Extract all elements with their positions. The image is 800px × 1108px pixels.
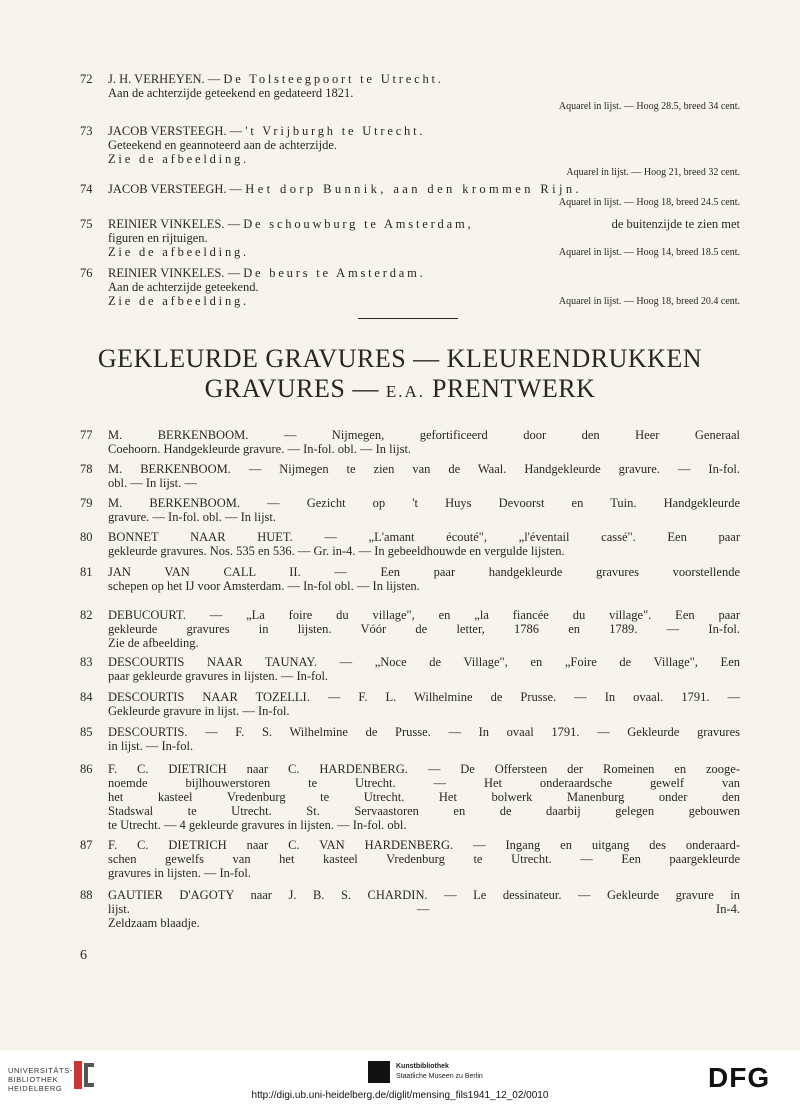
entry-line: DESCOURTIS. — F. S. Wilhelmine de Prusse. — In ovaal 1791. — Gekleurde gravures	[108, 725, 740, 739]
entry-line: schen gewelfs van het kasteel Vredenburg te Utrecht. — Een paargekleurde	[108, 852, 740, 866]
artist-name: JACOB VERSTEEGH.	[108, 182, 227, 196]
catalog-entry	[80, 124, 740, 180]
entry-title: Het dorp Bunnik, aan den krommen Rijn.	[245, 182, 583, 196]
dash: —	[229, 182, 243, 196]
heading-part: PRENTWERK	[432, 374, 596, 403]
heading-part: GRAVURES —	[204, 374, 379, 403]
entry-meta: Aquarel in lijst. — Hoog 18, breed 20.4 cent.	[558, 296, 740, 307]
entry-number: 81	[80, 565, 93, 579]
catalog-entry	[80, 266, 740, 309]
artist-name: REINIER VINKELES.	[108, 217, 225, 231]
illustration-note: Zie de afbeelding.	[108, 245, 249, 259]
entry-line: Zeldzaam blaadje.	[108, 916, 200, 930]
entry-line: obl. — In lijst. —	[108, 476, 197, 490]
entry-line: DESCOURTIS NAAR TOZELLI. — F. L. Wilhelmine de Prusse. — In ovaal. 1791. —	[108, 690, 740, 704]
entry-line: GAUTIER D'AGOTY naar J. B. S. CHARDIN. — Le dessinateur. — Gekleurde gravure in	[108, 888, 740, 902]
artist-name: J. H. VERHEYEN.	[108, 72, 205, 86]
entry-number: 72	[80, 72, 93, 86]
entry-number: 88	[80, 888, 93, 902]
section-heading-line-1: GEKLEURDE GRAVURES — KLEURENDRUKKEN	[97, 344, 703, 373]
entry-line: noemde bijlhouwerstoren te Utrecht. — Het onderaardsche gewelf van	[108, 776, 740, 790]
page-number: 6	[80, 948, 87, 963]
entry-meta: Aquarel in lijst. — Hoog 28.5, breed 34 cent.	[558, 101, 740, 112]
dash: —	[207, 72, 221, 86]
entry-line: gravure. — In-fol. obl. — In lijst.	[108, 510, 277, 524]
illustration-note: Zie de afbeelding.	[108, 294, 249, 308]
catalog-entry	[80, 655, 740, 683]
kunstbibliothek-label	[396, 1062, 483, 1082]
catalog-entry	[80, 565, 740, 593]
catalog-entry	[80, 217, 740, 260]
entry-title: De beurs te Amsterdam.	[243, 266, 426, 280]
ub-heidelberg-logo-icon	[72, 1059, 98, 1091]
entry-line: Stadswal te Utrecht. St. Servaastoren en de daarbij gelegen gebouwen	[108, 804, 740, 818]
catalog-entry	[80, 838, 740, 880]
entry-description: Geteekend en geannoteerd aan de achterzijde.	[108, 138, 338, 152]
entry-title: 't Vrijburgh te Utrecht.	[245, 124, 426, 138]
catalog-entry	[80, 72, 740, 114]
entry-number: 73	[80, 124, 93, 138]
entry-number: 80	[80, 530, 93, 544]
source-url[interactable]: http://digi.ub.uni-heidelberg.de/diglit/mensing_fils1941_12_02/0010	[251, 1090, 549, 1101]
entry-number: 78	[80, 462, 93, 476]
entry-title: De schouwburg te Amsterdam,	[243, 217, 474, 231]
entry-line: in lijst. — In-fol.	[108, 739, 194, 753]
ub-line: HEIDELBERG	[8, 1084, 63, 1093]
entry-number: 79	[80, 496, 93, 510]
kb-line: Staatliche Museen zu Berlin	[396, 1073, 483, 1080]
entry-line: te Utrecht. — 4 gekleurde gravures in lijsten. — In-fol. obl.	[108, 818, 407, 832]
heading-small-caps: E.A.	[385, 382, 426, 401]
entry-number: 76	[80, 266, 93, 280]
entry-number: 75	[80, 217, 93, 231]
dash: —	[229, 124, 243, 138]
catalog-entry	[80, 690, 740, 718]
entry-line: BONNET NAAR HUET. — „L'amant écouté", „l'éventail cassé". Een paar	[108, 530, 740, 544]
entry-line: M. BERKENBOOM. — Gezicht op 't Huys Devoorst en Tuin. Handgekleurde	[108, 496, 740, 510]
footer-bar	[0, 1050, 800, 1108]
catalog-entry	[80, 462, 740, 490]
entry-line: paar gekleurde gravures in lijsten. — In-fol.	[108, 669, 329, 683]
entry-meta: Aquarel in lijst. — Hoog 21, breed 32 cent.	[566, 167, 740, 178]
entry-line: M. BERKENBOOM. — Nijmegen, gefortificeerd door den Heer Generaal	[108, 428, 740, 442]
entry-number: 83	[80, 655, 93, 669]
section-heading-line-2	[0, 374, 800, 404]
entry-description: Aan de achterzijde geteekend.	[108, 280, 259, 294]
ub-line: BIBLIOTHEK	[8, 1075, 59, 1084]
entry-line: gravures in lijsten. — In-fol.	[108, 866, 252, 880]
ub-heidelberg-label	[8, 1066, 73, 1093]
catalog-entry	[80, 530, 740, 558]
entry-line: M. BERKENBOOM. — Nijmegen te zien van de Waal. Handgekleurde gravure. — In-fol.	[108, 462, 740, 476]
entry-line: Coehoorn. Handgekleurde gravure. — In-fol. obl. — In lijst.	[108, 442, 412, 456]
entry-description: Aan de achterzijde geteekend en gedateerd 1821.	[108, 86, 354, 100]
entry-line: Gekleurde gravure in lijst. — In-fol.	[108, 704, 290, 718]
artist-name: REINIER VINKELES.	[108, 266, 225, 280]
entry-description: figuren en rijtuigen.	[108, 231, 208, 245]
entry-line: DESCOURTIS NAAR TAUNAY. — „Noce de Village", en „Foire de Village", Een	[108, 655, 740, 669]
catalog-entry	[80, 762, 740, 832]
entry-line: lijst. — In-4.	[108, 902, 740, 916]
entry-line: F. C. DIETRICH naar C. HARDENBERG. — De Offersteen der Romeinen en zooge-	[108, 762, 740, 776]
dash: —	[227, 217, 241, 231]
entry-title-tail: de buitenzijde te zien met	[611, 217, 740, 231]
entry-number: 77	[80, 428, 93, 442]
entry-number: 85	[80, 725, 93, 739]
entry-number: 74	[80, 182, 93, 196]
artist-name: JACOB VERSTEEGH.	[108, 124, 227, 138]
entry-line: JAN VAN CALL II. — Een paar handgekleurde gravures voorstellende	[108, 565, 740, 579]
section-divider	[358, 318, 458, 319]
illustration-note: Zie de afbeelding.	[108, 152, 249, 166]
kunstbibliothek-logo-icon	[368, 1061, 390, 1083]
entry-number: 87	[80, 838, 93, 852]
entry-line: het kasteel Vredenburg te Utrecht. Het bolwerk Manenburg onder den	[108, 790, 740, 804]
ub-line: UNIVERSITÄTS-	[8, 1066, 73, 1075]
catalog-entry	[80, 428, 740, 456]
entry-line: gekleurde gravures in lijsten. Vóór de letter, 1786 en 1789. — In-fol.	[108, 622, 740, 636]
catalog-entry	[80, 182, 740, 210]
catalog-entry	[80, 608, 740, 650]
entry-meta: Aquarel in lijst. — Hoog 14, breed 18.5 cent.	[558, 247, 740, 258]
catalog-entry	[80, 496, 740, 524]
entry-line: F. C. DIETRICH naar C. VAN HARDENBERG. — Ingang en uitgang des onderaard-	[108, 838, 740, 852]
entry-line: Zie de afbeelding.	[108, 636, 199, 650]
entry-title: De Tolsteegpoort te Utrecht.	[223, 72, 444, 86]
entry-number: 82	[80, 608, 93, 622]
dfg-logo: DFG	[708, 1062, 771, 1093]
kb-line: Kunstbibliothek	[396, 1063, 449, 1070]
entry-meta: Aquarel in lijst. — Hoog 18, breed 24.5 cent.	[558, 197, 740, 208]
entry-line: DEBUCOURT. — „La foire du village", en „la fiancée du village". Een paar	[108, 608, 740, 622]
catalog-entry	[80, 725, 740, 753]
catalog-entry	[80, 888, 740, 930]
entry-line: schepen op het IJ voor Amsterdam. — In-fol obl. — In lijsten.	[108, 579, 420, 593]
entry-line: gekleurde gravures. Nos. 535 en 536. — Gr. in-4. — In gebeeldhouwde en vergulde lijsten.	[108, 544, 565, 558]
entry-number: 84	[80, 690, 93, 704]
dash: —	[227, 266, 241, 280]
entry-number: 86	[80, 762, 93, 776]
